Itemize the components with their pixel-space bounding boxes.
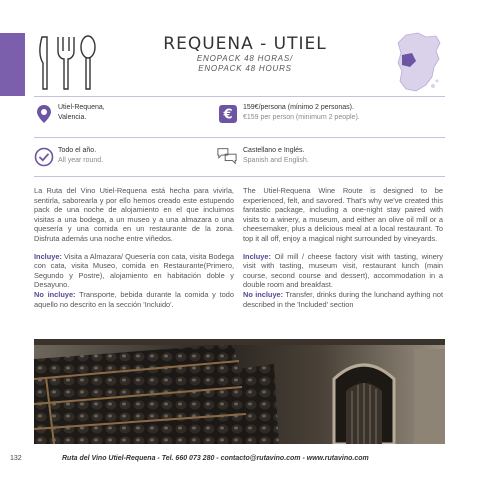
intro-en: The Utiel-Requena Wine Route is designed to be experienced, felt, and savored. That's why we've created this fantastic package, including a one-night stay paired with visits to a winery, a museum, and either an olive oil mill or a cheesemaker, plus a delicious meal at a local restaurant. To top it all off, enjoy a magical night surrounded by vineyards. (243, 186, 443, 243)
euro-icon (218, 104, 238, 124)
price-en: €159 per person (minimum 2 people). (243, 114, 360, 121)
location-info (58, 103, 105, 123)
language-en: Spanish and English. (243, 157, 309, 164)
speech-bubbles-icon (217, 146, 237, 166)
page-number: 132 (10, 455, 22, 462)
excludes-label-es: No incluye: (34, 289, 76, 299)
includes-label-es: Incluye: (34, 251, 62, 261)
title-block (150, 34, 340, 74)
excludes-es (34, 290, 234, 309)
season-en: All year round. (58, 157, 104, 164)
cutlery-icon (36, 33, 100, 93)
subtitle-es: ENOPACK 48 HORAS/ (196, 54, 294, 63)
divider-top (34, 96, 445, 97)
location-pin-icon (34, 104, 54, 124)
includes-es (34, 252, 234, 290)
excludes-text-es: Transporte, bebida durante la comida y todo aquello no descrito en la sección 'Incluido'. (34, 289, 234, 309)
season-info (58, 146, 103, 166)
location-line2: Valencia. (58, 114, 87, 121)
includes-text-es: Visita a Almazara/ Quesería con cata, visita Bodega con cata, visita Museo, comida en Restaurante(Primero, Segundo y Postre), alojamiento en habitación doble y Desayuno. (34, 251, 234, 290)
sidebar-accent-tab (0, 33, 25, 96)
season-es: Todo el año. (58, 147, 97, 154)
language-es: Castellano e Inglés. (243, 147, 305, 154)
excludes-label-en: No incluye: (243, 289, 284, 299)
language-info (243, 146, 309, 166)
footer-contact: Ruta del Vino Utiel-Requena - Tel. 660 073 280 - contacto@rutavino.com - www.rutavino.com (62, 455, 369, 462)
includes-en (243, 252, 443, 290)
subtitle-en: ENOPACK 48 HOURS (198, 64, 292, 73)
wine-cellar-illustration (34, 339, 445, 444)
svg-text:€: € (223, 107, 233, 123)
includes-text-en: Oil mill / cheese factory visit with tasting, winery visit with tasting, museum visit, restaurant lunch (main course, second course and dessert), accommodation in a double room and breakfast. (243, 251, 443, 290)
price-info (243, 103, 360, 123)
description-en (243, 186, 443, 317)
includes-label-en: Incluye: (243, 251, 271, 261)
check-circle-icon (34, 147, 54, 167)
divider-mid (34, 137, 445, 138)
wine-cellar-photo (34, 339, 445, 444)
excludes-text-en: Transfer, drinks during the lunchand aything not described in the 'Included' section (243, 289, 443, 309)
page-title: REQUENA - UTIEL (163, 34, 327, 54)
divider-bottom (34, 176, 445, 177)
spain-map-icon (392, 31, 444, 95)
excludes-en (243, 290, 443, 309)
intro-es: La Ruta del Vino Utiel-Requena está hecha para vivirla, sentirla, saborearla y por ello hemos creado este estupendo pack de una noche de alojamiento en el que incluimos visitas a una bodega, a un museo y a una almazara o una quesería y una comida en un restaurante de la zona. Disfruta además una noche entre viñedos. (34, 186, 234, 243)
price-es: 159€/persona (mínimo 2 personas). (243, 104, 354, 111)
description-es (34, 186, 234, 317)
location-line1: Utiel-Requena, (58, 104, 105, 111)
